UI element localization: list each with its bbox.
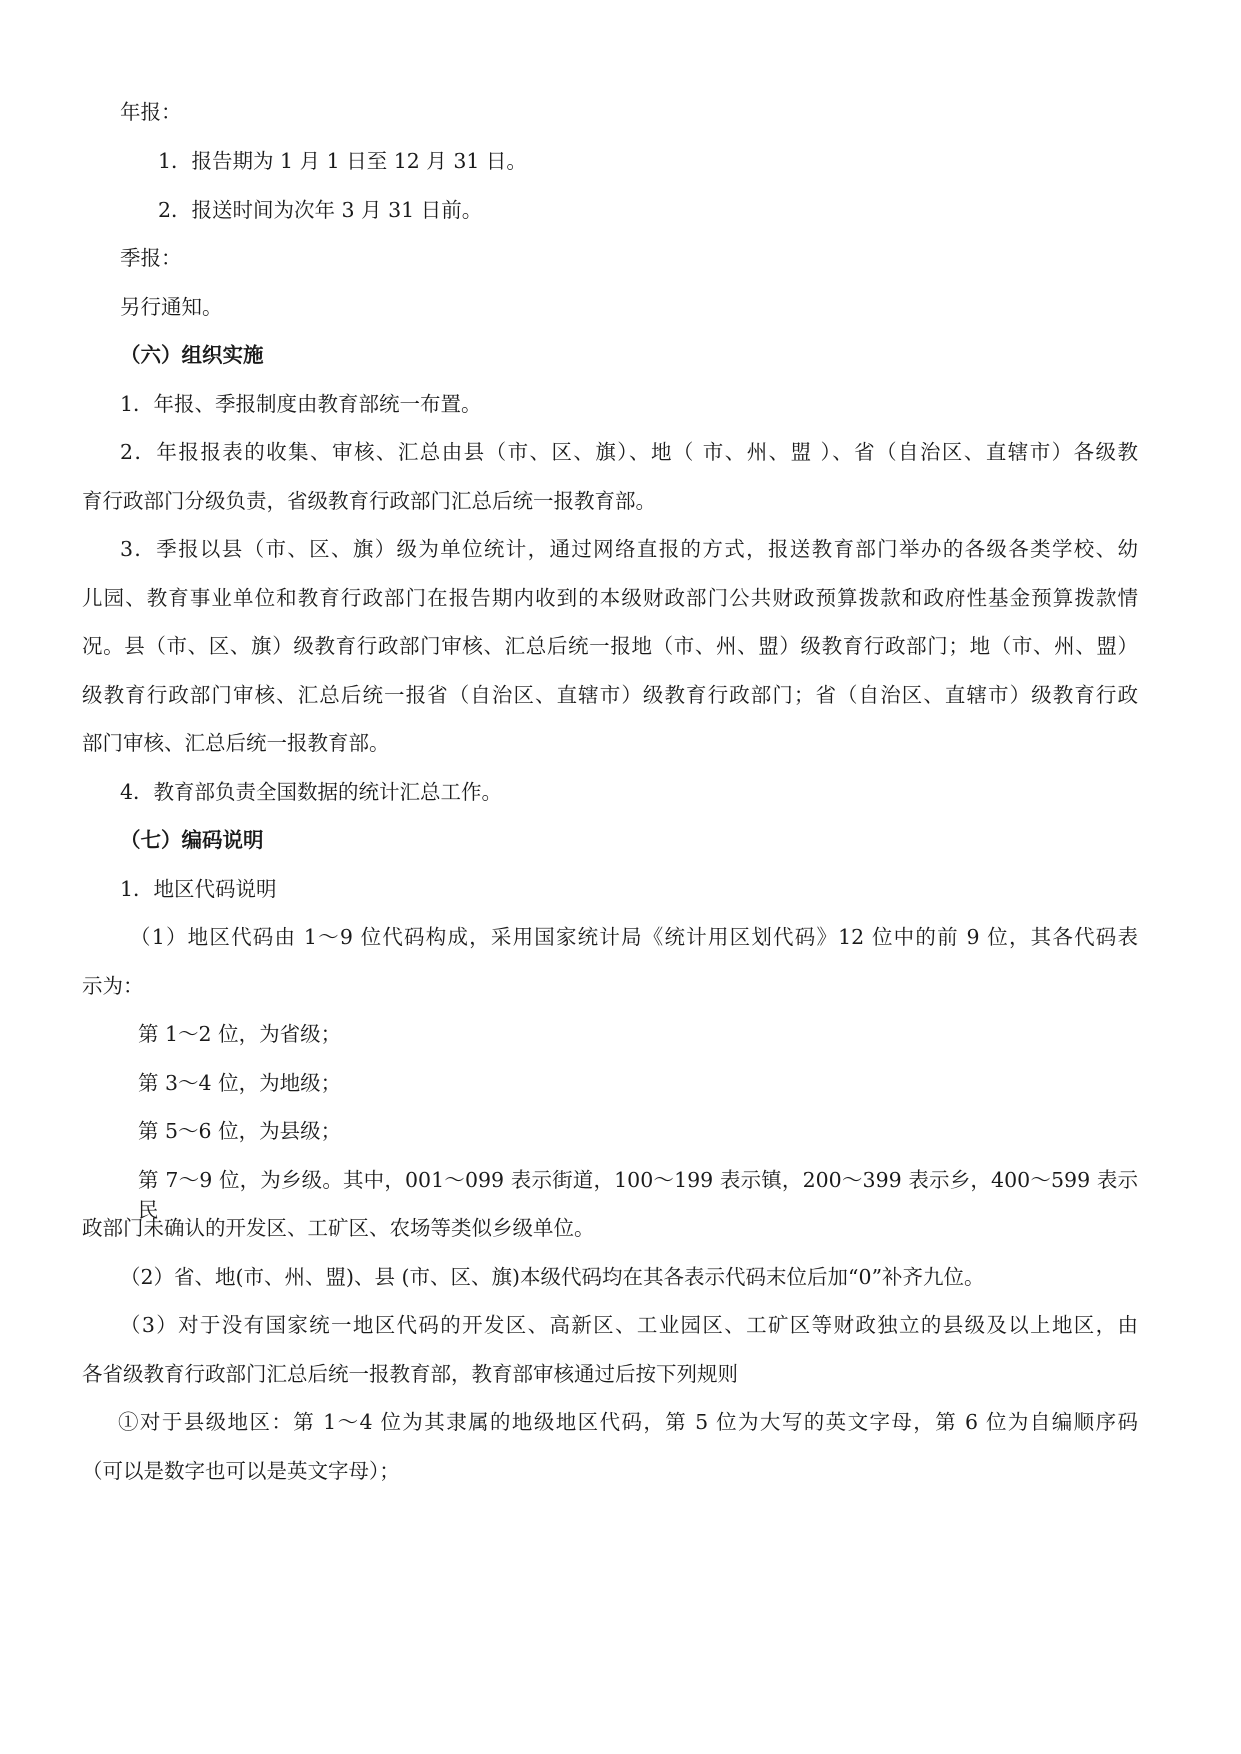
annual-report-item-1: 1．报告期为 1 月 1 日至 12 月 31 日。: [158, 149, 527, 173]
code-digits-7-9-line-2: 政部门未确认的开发区、工矿区、农场等类似乡级单位。: [82, 1216, 595, 1240]
coding-item-1-sub-3-line-1: （3）对于没有国家统一地区代码的开发区、高新区、工业园区、工矿区等财政独立的县级及以上地区，由: [120, 1313, 1138, 1337]
organization-item-3-line-1: 3．季报以县（市、区、旗）级为单位统计，通过网络直报的方式，报送教育部门举办的各级各类学校、幼: [120, 537, 1138, 561]
organization-item-3-line-4: 级教育行政部门审核、汇总后统一报省（自治区、直辖市）级教育行政部门；省（自治区、直辖市）级教育行政: [82, 683, 1138, 707]
coding-item-1-sub-3-line-2: 各省级教育行政部门汇总后统一报教育部，教育部审核通过后按下列规则: [82, 1362, 738, 1386]
organization-item-3-line-2: 儿园、教育事业单位和教育行政部门在报告期内收到的本级财政部门公共财政预算拨款和政府性基金预算拨款情: [82, 586, 1138, 610]
quarterly-report-heading: 季报：: [120, 246, 182, 270]
code-digits-7-9-line-1: 第 7～9 位，为乡级。其中，001～099 表示街道，100～199 表示镇，200～399 表示乡，400～599 表示民: [138, 1168, 1138, 1222]
coding-item-1-sub-1-line-2: 示为：: [82, 974, 144, 998]
county-rule-line-1: ①对于县级地区：第 1～4 位为其隶属的地级地区代码，第 5 位为大写的英文字母，第 6 位为自编顺序码: [118, 1410, 1138, 1434]
section-heading-coding: （七）编码说明: [120, 828, 264, 852]
organization-item-2-line-2: 育行政部门分级负责，省级教育行政部门汇总后统一报教育部。: [82, 489, 656, 513]
organization-item-3-line-5: 部门审核、汇总后统一报教育部。: [82, 731, 390, 755]
organization-item-4: 4．教育部负责全国数据的统计汇总工作。: [120, 780, 503, 804]
section-heading-organization: （六）组织实施: [120, 343, 264, 367]
organization-item-1: 1．年报、季报制度由教育部统一布置。: [120, 392, 482, 416]
organization-item-2-line-1: 2．年报报表的收集、审核、汇总由县（市、区、旗）、地（ 市、州、盟 ）、省（自治区、直辖市）各级教: [120, 440, 1138, 464]
coding-item-1-title: 1．地区代码说明: [120, 877, 277, 901]
coding-item-1-sub-1-line-1: （1）地区代码由 1～9 位代码构成，采用国家统计局《统计用区划代码》12 位中的前 9 位，其各代码表: [130, 925, 1138, 949]
annual-report-item-2: 2．报送时间为次年 3 月 31 日前。: [158, 198, 483, 222]
code-digits-5-6: 第 5～6 位，为县级；: [138, 1119, 342, 1143]
coding-item-1-sub-2: （2）省、地(市、州、盟)、县 (市、区、旗)本级代码均在其各表示代码末位后加“0”补齐九位。: [120, 1265, 985, 1289]
annual-report-heading: 年报：: [120, 100, 182, 124]
code-digits-3-4: 第 3～4 位，为地级；: [138, 1071, 342, 1095]
code-digits-1-2: 第 1～2 位，为省级；: [138, 1022, 342, 1046]
county-rule-line-2: （可以是数字也可以是英文字母）；: [82, 1459, 400, 1483]
quarterly-report-note: 另行通知。: [120, 295, 223, 319]
organization-item-3-line-3: 况。县（市、区、旗）级教育行政部门审核、汇总后统一报地（市、州、盟）级教育行政部门；地（市、州、盟）: [82, 634, 1138, 658]
